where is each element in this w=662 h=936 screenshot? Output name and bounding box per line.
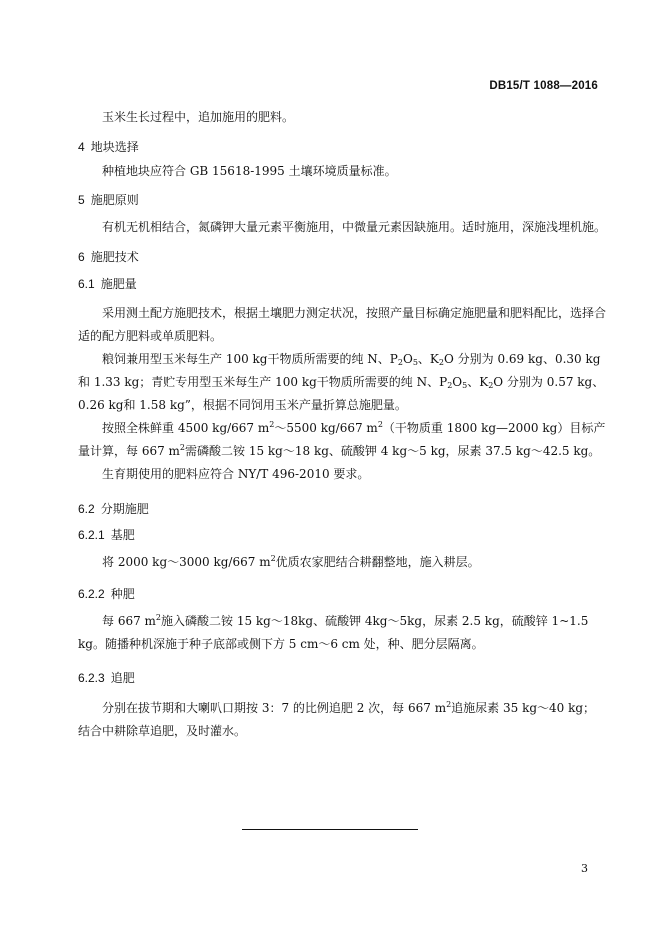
section-6-2-1-heading: 6.2.1 基肥 (78, 528, 135, 542)
section-6-1-heading: 6.1 施肥量 (78, 277, 137, 291)
section-6-2-3-heading: 6.2.3 追肥 (78, 671, 135, 685)
section-6-2-3-body: 分别在拔节期和大喇叭口期按 3：7 的比例追肥 2 次，每 667 $m^2$追施尿素 35 kg～40 kg；结合中耕除草追肥，及时灌水。 (78, 700, 596, 738)
end-rule (242, 829, 418, 830)
paragraph-fertilizer-standard: 生育期使用的肥料应符合 NY/T 496-2010 要求。 (102, 467, 370, 481)
section-6-2-2-body: 每 667 $m^2$施入磷酸二铵 15 kg～18kg、硫酸钾 4kg～5kg，尿素 2.5 kg，硫酸锌 1~1.5 kg。随播种机深施于种子底部或侧下方 5 cm～6 cm 处，种、肥分层隔离。 (78, 613, 589, 651)
paragraph-soil-testing: 采用测土配方施肥技术，根据土壤肥力测定状况，按照产量目标确定施肥量和肥料配比，选择合适的配方肥料或单质肥料。 (78, 306, 607, 343)
paragraph-nutrient-demand: 粮饲兼用型玉米每生产 100 kg干物质所需要的纯 N、$P_2O_5$、$K_2O$ 分别为 0.69 kg、0.30 kg和 1.33 kg；青贮专用型玉米每生产 100 kg干物质所需要的纯 N、$P_2O_5$、$K_2O$ 分别为 0.57 kg、0.26 kg和 1.58 kg”，根据不同饲用玉米产量折算总施肥量。 (78, 352, 605, 412)
section-4-body: 种植地块应符合 GB 15618-1995 土壤环境质量标准。 (102, 164, 397, 178)
section-5-heading: 5 施肥原则 (78, 193, 139, 207)
intro-paragraph: 玉米生长过程中，追加施用的肥料。 (102, 110, 295, 124)
section-5-body: 有机无机相结合，氮磷钾大量元素平衡施用，中微量元素因缺施用。适时施用，深施浅埋机施。 (102, 220, 607, 234)
section-6-2-1-body: 将 2000 kg～3000 kg/667 $m^2$优质农家肥结合耕翻整地，施入耕层。 (102, 554, 480, 569)
section-6-2-heading: 6.2 分期施肥 (78, 502, 149, 516)
section-6-1-body (78, 302, 606, 486)
section-6-heading: 6 施肥技术 (78, 250, 139, 264)
paragraph-target-yield: 按照全株鲜重 4500 kg/667 $m^2\sim 5500$ kg/667 $m^2$（干物质重 1800 kg—2000 kg）目标产量计算，每 667 $m^2$需磷酸二铵 15 kg～18 kg、硫酸钾 4 kg～5 kg，尿素 37.5 kg～42.5 kg。 (78, 420, 606, 458)
section-4-heading: 4 地块选择 (78, 140, 139, 154)
page-number: 3 (581, 862, 588, 875)
standard-code: DB15/T 1088—2016 (489, 80, 598, 92)
section-6-2-2-heading: 6.2.2 种肥 (78, 587, 135, 601)
